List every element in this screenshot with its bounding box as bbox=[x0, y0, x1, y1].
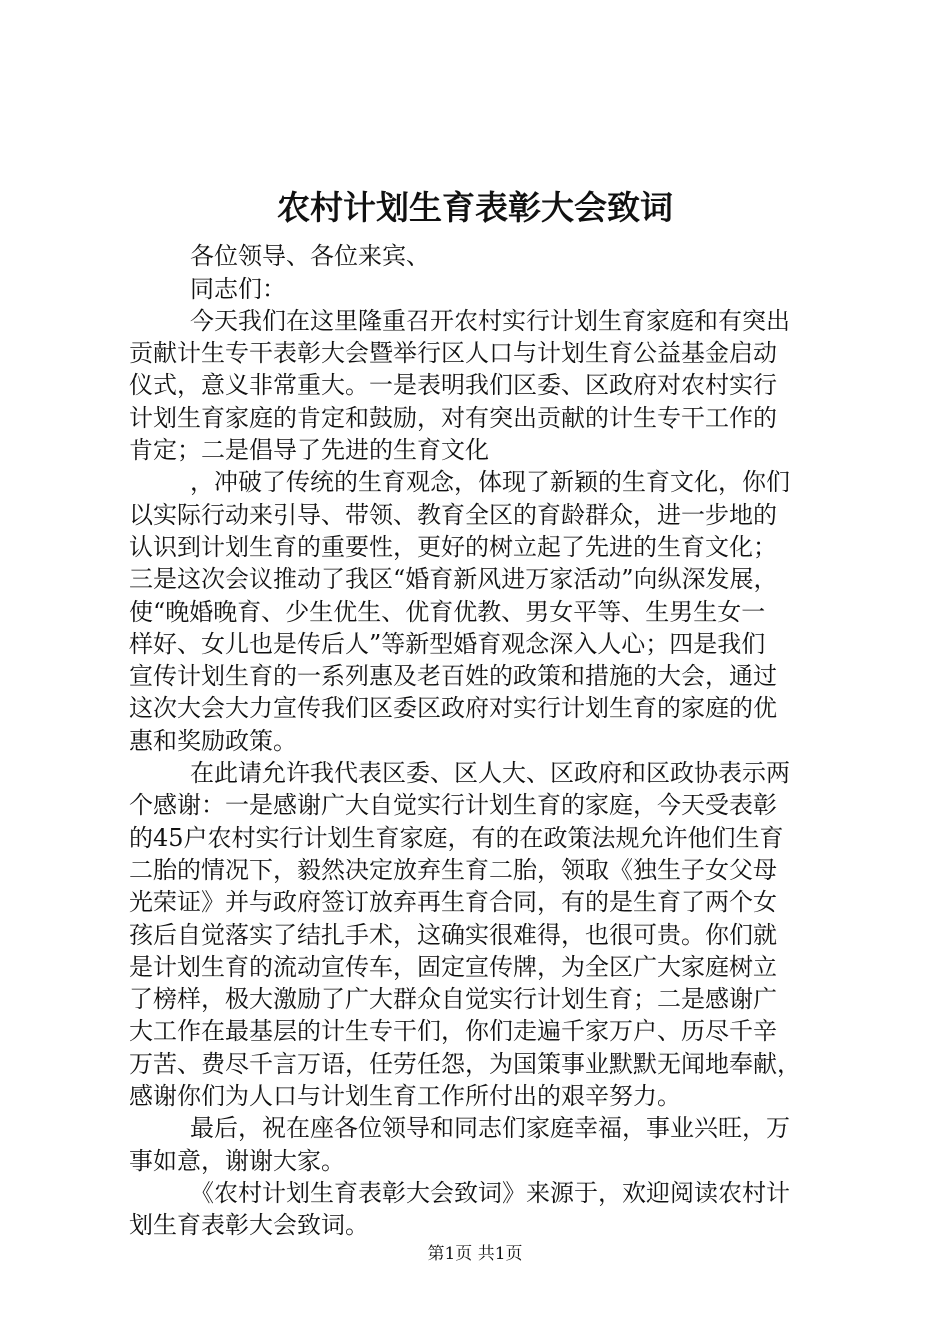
text-line: 同志们： bbox=[129, 274, 287, 303]
text-line: 样好、女儿也是传后人”等新型婚育观念深入人心；四是我们 bbox=[129, 629, 766, 658]
text-line: 在此请允许我代表区委、区人大、区政府和区政协表示两 bbox=[129, 759, 791, 788]
text-line: 孩后自觉落实了结扎手术，这确实很难得，也很可贵。你们就 bbox=[129, 920, 777, 949]
text-line: 宣传计划生育的一系列惠及老百姓的政策和措施的大会，通过 bbox=[129, 662, 777, 691]
text-line: 了榜样，极大激励了广大群众自觉实行计划生育；二是感谢广 bbox=[129, 985, 777, 1014]
text-line bbox=[129, 208, 834, 240]
text-line: 光荣证》并与政府签订放弃再生育合同，有的是生育了两个女 bbox=[129, 888, 777, 917]
text-line: 今天我们在这里隆重召开农村实行计划生育家庭和有突出 bbox=[129, 306, 791, 335]
text-line: 万苦、费尽千言万语，任劳任怨，为国策事业默默无闻地奉献， bbox=[129, 1049, 801, 1078]
text-line: 二胎的情况下，毅然决定放弃生育二胎，领取《独生子女父母 bbox=[129, 855, 777, 884]
text-line: 《农村计划生育表彰大会致词》来源于，欢迎阅读农村计 bbox=[129, 1178, 791, 1207]
text-line: 大工作在最基层的计生专干们，你们走遍千家万户、历尽千辛 bbox=[129, 1017, 777, 1046]
text-line: 是计划生育的流动宣传车，固定宣传牌，为全区广大家庭树立 bbox=[129, 952, 777, 981]
text-line: 贡献计生专干表彰大会暨举行区人口与计划生育公益基金启动 bbox=[129, 339, 777, 368]
text-line: 各位领导、各位来宾、 bbox=[129, 242, 431, 271]
text-line: 惠和奖励政策。 bbox=[129, 726, 297, 755]
document-title: 农村计划生育表彰大会致词 bbox=[277, 188, 673, 227]
page-footer: 第1页 共1页 bbox=[427, 1244, 523, 1264]
text-line: 仪式，意义非常重大。一是表明我们区委、区政府对农村实行 bbox=[129, 371, 777, 400]
text-line: 计划生育家庭的肯定和鼓励，对有突出贡献的计生专干工作的 bbox=[129, 403, 777, 432]
text-line: 划生育表彰大会致词。 bbox=[129, 1211, 369, 1240]
text-line: 使“晚婚晚育、少生优生、优育优教、男女平等、生男生女一 bbox=[129, 597, 766, 626]
document-body bbox=[129, 208, 834, 1242]
text-line: 感谢你们为人口与计划生育工作所付出的艰辛努力。 bbox=[129, 1082, 681, 1111]
text-line: 最后，祝在座各位领导和同志们家庭幸福，事业兴旺，万 bbox=[129, 1114, 791, 1143]
text-line: ，冲破了传统的生育观念，体现了新颖的生育文化，你们 bbox=[129, 468, 791, 497]
text-line: 以实际行动来引导、带领、教育全区的育龄群众，进一步地的 bbox=[129, 500, 777, 529]
text-line: 这次大会大力宣传我们区委区政府对实行计划生育的家庭的优 bbox=[129, 694, 777, 723]
text-line: 事如意，谢谢大家。 bbox=[129, 1146, 345, 1175]
text-line: 三是这次会议推动了我区“婚育新风进万家活动”向纵深发展， bbox=[129, 565, 778, 594]
text-line: 个感谢：一是感谢广大自觉实行计划生育的家庭，今天受表彰 bbox=[129, 791, 777, 820]
text-line: 认识到计划生育的重要性，更好的树立起了先进的生育文化； bbox=[129, 532, 777, 561]
text-line: 的45户农村实行计划生育家庭，有的在政策法规允许他们生育 bbox=[129, 823, 784, 852]
text-line: 肯定；二是倡导了先进的生育文化 bbox=[129, 436, 489, 465]
